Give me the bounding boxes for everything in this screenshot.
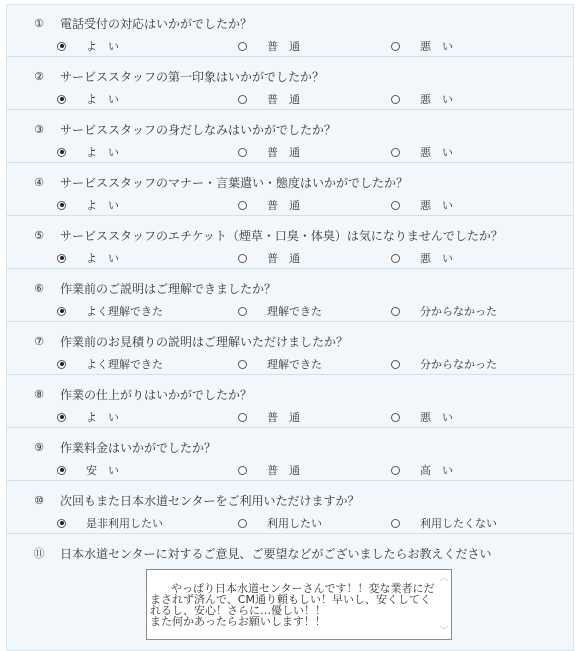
- comment-value: やっぱり日本水道センターさんです！！変な業者にだまされず済んで、CM通り頼もしい！早いし、安くしてくれるし、安心！さらに…優しい！！ また何かあったらお願いします！！: [150, 582, 435, 628]
- radio-group: [6, 196, 574, 214]
- radio-option[interactable]: [238, 196, 300, 214]
- survey-form: [6, 4, 574, 634]
- radio-button[interactable]: [238, 413, 247, 422]
- radio-option[interactable]: [391, 249, 453, 267]
- radio-button[interactable]: [57, 519, 66, 528]
- radio-option[interactable]: [391, 143, 453, 161]
- radio-label: 悪 い: [420, 146, 453, 159]
- radio-label: 悪 い: [420, 199, 453, 212]
- question-number: ③: [34, 122, 44, 136]
- radio-label: 利用したくない: [420, 517, 497, 530]
- question-number: ⑪: [33, 547, 45, 560]
- radio-group: [6, 249, 574, 267]
- radio-button[interactable]: [238, 519, 247, 528]
- radio-button[interactable]: [57, 254, 66, 263]
- question-text: 次回もまた日本水道センターをご利用いただけますか？: [60, 493, 360, 508]
- radio-label: 普 通: [267, 93, 300, 106]
- question-number: ⑦: [34, 334, 44, 348]
- radio-label: 普 通: [267, 40, 300, 53]
- question-number: ⑩: [34, 493, 44, 507]
- radio-button[interactable]: [57, 413, 66, 422]
- radio-label: 利用したい: [267, 517, 322, 530]
- radio-label: よ い: [86, 93, 119, 106]
- radio-button[interactable]: [238, 42, 247, 51]
- radio-button[interactable]: [238, 360, 247, 369]
- question-text: サービススタッフの身だしなみはいかがでしたか？: [60, 122, 337, 137]
- radio-button[interactable]: [57, 95, 66, 104]
- radio-button[interactable]: [57, 201, 66, 210]
- radio-option[interactable]: [238, 408, 300, 426]
- radio-option[interactable]: [238, 143, 300, 161]
- radio-label: 普 通: [267, 199, 300, 212]
- radio-option[interactable]: [57, 302, 163, 320]
- question-number: ⑧: [34, 387, 44, 401]
- question-2: [6, 57, 574, 110]
- radio-button[interactable]: [238, 466, 247, 475]
- radio-label: 悪 い: [420, 93, 453, 106]
- radio-label: よ い: [86, 40, 119, 53]
- radio-option[interactable]: [238, 355, 322, 373]
- textarea-scrollbar[interactable]: [439, 572, 449, 637]
- radio-option[interactable]: [238, 514, 322, 532]
- radio-label: 普 通: [267, 252, 300, 265]
- question-number: ②: [34, 69, 44, 83]
- radio-button[interactable]: [57, 307, 66, 316]
- radio-button[interactable]: [238, 148, 247, 157]
- radio-group: [6, 514, 574, 532]
- radio-label: 分からなかった: [420, 358, 497, 371]
- radio-group: [6, 302, 574, 320]
- radio-label: よ い: [86, 199, 119, 212]
- radio-label: 悪 い: [420, 411, 453, 424]
- question-10: [6, 481, 574, 534]
- question-1: [6, 4, 574, 57]
- radio-button[interactable]: [391, 466, 400, 475]
- radio-option[interactable]: [391, 514, 497, 532]
- question-number: ⑨: [34, 440, 44, 454]
- radio-button[interactable]: [391, 307, 400, 316]
- radio-option[interactable]: [238, 302, 322, 320]
- radio-group: [6, 355, 574, 373]
- radio-option[interactable]: [57, 461, 119, 479]
- question-text: 作業前のご説明はご理解できましたか？: [60, 281, 277, 296]
- question-text: サービススタッフのエチケット（煙草・口臭・体臭）は気になりませんでしたか？: [60, 228, 503, 243]
- radio-option[interactable]: [238, 37, 300, 55]
- radio-label: 是非利用したい: [86, 517, 163, 530]
- question-text: サービススタッフの第一印象はいかがでしたか？: [60, 69, 325, 84]
- radio-group: [6, 143, 574, 161]
- radio-option[interactable]: [391, 408, 453, 426]
- radio-group: [6, 37, 574, 55]
- radio-label: 分からなかった: [420, 305, 497, 318]
- comment-textarea[interactable]: [146, 569, 452, 640]
- radio-option[interactable]: [57, 143, 119, 161]
- radio-button[interactable]: [238, 201, 247, 210]
- radio-button[interactable]: [57, 360, 66, 369]
- radio-label: 普 通: [267, 464, 300, 477]
- question-4: [6, 163, 574, 216]
- radio-group: [6, 408, 574, 426]
- radio-button[interactable]: [391, 413, 400, 422]
- radio-group: [6, 90, 574, 108]
- question-text: サービススタッフのマナー・言葉遣い・態度はいかがでしたか？: [60, 175, 409, 190]
- radio-label: 普 通: [267, 146, 300, 159]
- radio-button[interactable]: [238, 95, 247, 104]
- radio-button[interactable]: [57, 148, 66, 157]
- question-text: 作業前のお見積りの説明はご理解いただけましたか？: [60, 334, 349, 349]
- radio-option[interactable]: [57, 90, 119, 108]
- question-11: [6, 534, 574, 634]
- radio-option[interactable]: [391, 302, 497, 320]
- question-7: [6, 322, 574, 375]
- question-text: 電話受付の対応はいかがでしたか？: [60, 16, 253, 31]
- radio-option[interactable]: [57, 196, 119, 214]
- radio-option[interactable]: [57, 37, 119, 55]
- radio-option[interactable]: [391, 355, 497, 373]
- question-text: 作業料金はいかがでしたか？: [60, 440, 217, 455]
- radio-label: よ い: [86, 146, 119, 159]
- radio-button[interactable]: [391, 519, 400, 528]
- question-8: [6, 375, 574, 428]
- radio-label: 理解できた: [267, 358, 322, 371]
- radio-label: よく理解できた: [86, 305, 163, 318]
- radio-option[interactable]: [238, 249, 300, 267]
- radio-label: よく理解できた: [86, 358, 163, 371]
- radio-option[interactable]: [57, 408, 119, 426]
- question-list: [6, 4, 574, 534]
- radio-button[interactable]: [391, 201, 400, 210]
- radio-button[interactable]: [57, 42, 66, 51]
- radio-button[interactable]: [238, 254, 247, 263]
- radio-option[interactable]: [57, 355, 163, 373]
- radio-label: 普 通: [267, 411, 300, 424]
- radio-label: 悪 い: [420, 252, 453, 265]
- radio-label: 高 い: [420, 464, 453, 477]
- question-number: ④: [34, 175, 44, 189]
- radio-option[interactable]: [391, 461, 453, 479]
- radio-label: よ い: [86, 252, 119, 265]
- radio-button[interactable]: [391, 254, 400, 263]
- question-number: ⑥: [34, 281, 44, 295]
- radio-group: [6, 461, 574, 479]
- radio-button[interactable]: [391, 360, 400, 369]
- radio-label: よ い: [86, 411, 119, 424]
- chevron-up-icon[interactable]: ︿: [440, 573, 448, 582]
- radio-label: 悪 い: [420, 40, 453, 53]
- question-text: 作業の仕上がりはいかがでしたか？: [60, 387, 253, 402]
- radio-label: 安 い: [86, 464, 119, 477]
- radio-option[interactable]: [391, 90, 453, 108]
- radio-option[interactable]: [57, 249, 119, 267]
- chevron-down-icon[interactable]: ﹀: [440, 626, 448, 635]
- radio-option[interactable]: [238, 461, 300, 479]
- question-5: [6, 216, 574, 269]
- question-3: [6, 110, 574, 163]
- question-number: ⑤: [34, 228, 44, 242]
- radio-button[interactable]: [391, 148, 400, 157]
- radio-option[interactable]: [57, 514, 163, 532]
- radio-button[interactable]: [391, 95, 400, 104]
- radio-option[interactable]: [391, 37, 453, 55]
- question-text: 日本水道センターに対するご意見、ご要望などがございましたらお教えください: [60, 546, 492, 561]
- radio-option[interactable]: [238, 90, 300, 108]
- radio-button[interactable]: [57, 466, 66, 475]
- question-6: [6, 269, 574, 322]
- radio-button[interactable]: [391, 42, 400, 51]
- radio-label: 理解できた: [267, 305, 322, 318]
- radio-option[interactable]: [391, 196, 453, 214]
- question-9: [6, 428, 574, 481]
- question-number: ①: [34, 16, 44, 30]
- radio-button[interactable]: [238, 307, 247, 316]
